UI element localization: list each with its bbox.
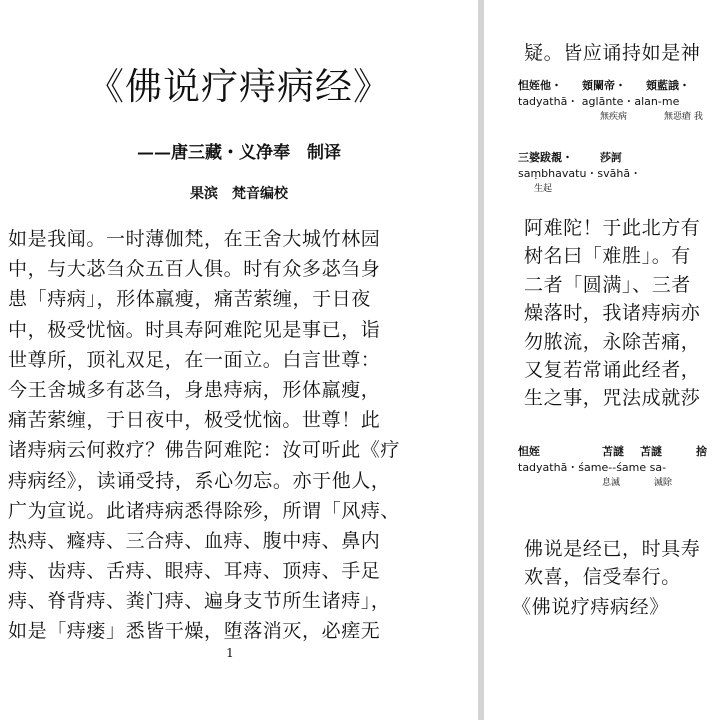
mantra-han: 頞藍誐・ [646,79,690,92]
right-page [484,0,720,720]
mantra-han: 苫謎 [640,445,662,458]
right-paragraph [524,214,700,413]
text-line: 热痔、癃痔、三合痔、血痔、腹中痔、鼻内 [8,529,381,552]
mantra-han: 苫謎 [602,445,624,458]
mantra-han: 怛姪 [518,445,540,458]
text-line: 世尊所，顶礼双足，在一面立。白言世尊： [8,348,381,371]
text-line: 树名曰「难胜」。有 [524,245,691,268]
mantra-han: 捨 [696,445,707,458]
mantra-gloss: 息滅 [602,478,621,488]
editor-line: 果滨 梵音编校 [190,186,288,202]
mantra-gloss: 無疾病 [600,112,628,122]
mantra-gloss: 生起 [534,184,553,194]
text-line: 阿难陀！于此北方有 [524,217,701,239]
mantra-romanization: tadyathā・ aglānte・alan-me [518,95,680,108]
text-line: 中，与大苾刍众五百人俱。时有众多苾刍身 [8,258,381,281]
text-line: 痔病经》，读诵受持，系心勿忘。亦于他人， [8,469,391,492]
sutra-title: 《佛说疗痔病经》 [87,65,391,108]
mantra-han: 三婆跋覩・ [518,151,573,164]
page-number: 1 [226,646,234,660]
mantra-gloss: 滅除 [654,478,673,488]
text-line: 痛苦萦缠，于日夜中，极受忧恼。世尊！此 [8,409,381,432]
text-line: 二者「圆满」、三者 [524,273,691,296]
text-line: 今王舍城多有苾刍，身患痔病，形体羸瘦， [8,378,381,401]
text-line: 生之事，咒法成就莎 [524,387,701,410]
text-line: 痔、脊背痔、粪门痔、遍身支节所生诸痔」， [8,590,391,613]
mantra-block-3 [518,444,707,490]
mantra-gloss: 無惡瘡 我 [664,112,703,122]
text-line: 又复若常诵此经者， [524,358,701,381]
top-line: 疑。皆应诵持如是神 [524,42,701,64]
text-line: 诸痔病云何救疗？佛告阿难陀：汝可听此《疗 [8,439,401,462]
text-line: 痔、齿痔、舌痔、眼痔、耳痔、顶痔、手足 [8,560,381,583]
mantra-han: 怛姪他・ [518,79,562,92]
text-line: 如是我闻。一时薄伽梵，在王舍大城竹林园 [8,228,381,250]
text-line: 中，极受忧恼。时具寿阿难陀见是事已，诣 [8,318,381,341]
text-line: 勿脓流，永除苦痛， [524,330,701,353]
mantra-block-1 [518,78,703,124]
closing-line: 欢喜，信受奉行。 [524,566,681,588]
mantra-romanization: saṃbhavatu・svāhā・ [518,167,642,180]
text-line: 广为宣说。此诸痔病悉得除殄，所谓「风痔、 [8,499,401,522]
mantra-romanization: tadyathā・śame--śame sa- [518,461,667,474]
closing-line: 佛说是经已，时具寿 [524,538,701,560]
mantra-block-2 [518,150,641,196]
body-text [8,224,474,647]
text-line: 患「痔病」，形体羸瘦，痛苦萦缠，于日夜 [8,288,371,311]
end-title: 《佛说疗痔病经》 [512,596,669,618]
text-line: 燥落时，我诸痔病亦 [524,302,701,325]
mantra-han: 莎訶 [600,151,622,164]
translator-line: ——唐三藏・义净奉 制译 [137,143,341,163]
mantra-han: 頞闌帝・ [582,79,626,92]
text-line: 如是「痔瘘」悉皆干燥，堕落消灭，必瘥无 [8,620,381,643]
